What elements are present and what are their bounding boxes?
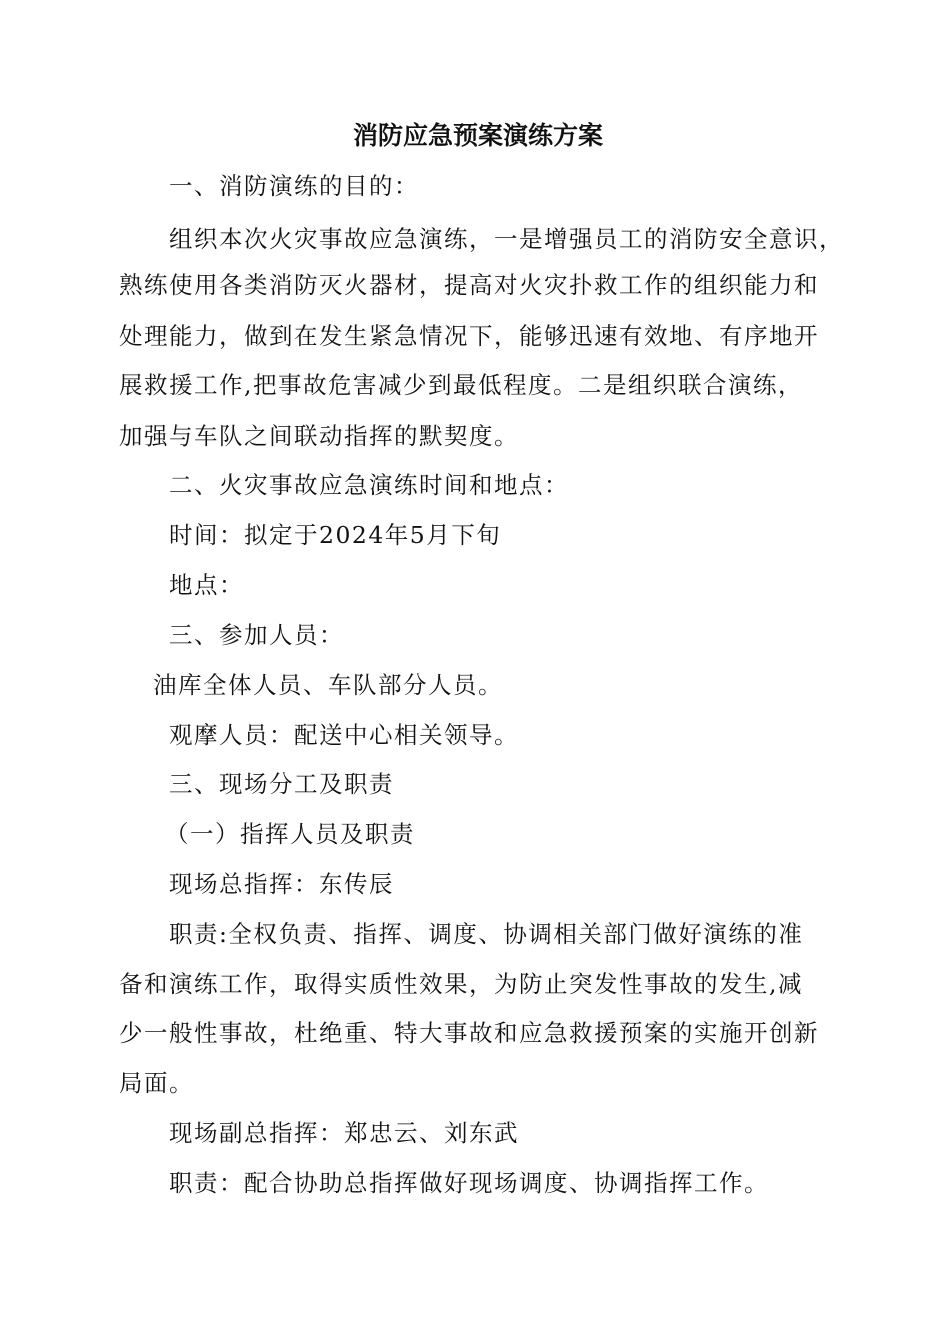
- paragraph-line: 少一般性事故，杜绝重、特大事故和应急救援预案的实施开创新: [119, 1019, 819, 1047]
- paragraph-line: 加强与车队之间联动指挥的默契度。: [119, 422, 519, 450]
- chief-commander-line: 现场总指挥：东传辰: [169, 870, 394, 898]
- paragraph-line: 职责:全权负责、指挥、调度、协调相关部门做好演练的准: [169, 920, 804, 948]
- paragraph-line: 备和演练工作，取得实质性效果，为防止突发性事故的发生,减: [119, 970, 803, 998]
- paragraph-line: 职责：配合协助总指挥做好现场调度、协调指挥工作。: [169, 1169, 769, 1197]
- deputy-commander-line: 现场副总指挥：郑忠云、刘东武: [169, 1119, 519, 1147]
- paragraph-line: 处理能力，做到在发生紧急情况下，能够迅速有效地、有序地开: [119, 322, 819, 350]
- section-heading-duties: 三、现场分工及职责: [169, 770, 394, 798]
- paragraph-line: 组织本次火灾事故应急演练，一是增强员工的消防安全意识，: [169, 225, 844, 253]
- paragraph-line: 展救援工作,把事故危害减少到最低程度。二是组织联合演练，: [119, 371, 803, 399]
- subsection-heading-commanders: （一）指挥人员及职责: [165, 820, 415, 848]
- paragraph-line: 熟练使用各类消防灭火器材，提高对火灾扑救工作的组织能力和: [119, 271, 819, 299]
- document-title: 消防应急预案演练方案: [352, 121, 603, 150]
- participants-line: 油库全体人员、车队部分人员。: [153, 671, 503, 699]
- observers-line: 观摩人员：配送中心相关领导。: [169, 721, 519, 749]
- section-heading-participants: 三、参加人员：: [169, 621, 344, 649]
- paragraph-line: 局面。: [119, 1069, 194, 1097]
- section-heading-purpose: 一、消防演练的目的：: [169, 172, 419, 200]
- section-heading-time-place: 二、火灾事故应急演练时间和地点：: [169, 471, 569, 499]
- time-line: 时间：拟定于2024年5月下旬: [169, 521, 502, 549]
- place-line: 地点：: [169, 571, 244, 599]
